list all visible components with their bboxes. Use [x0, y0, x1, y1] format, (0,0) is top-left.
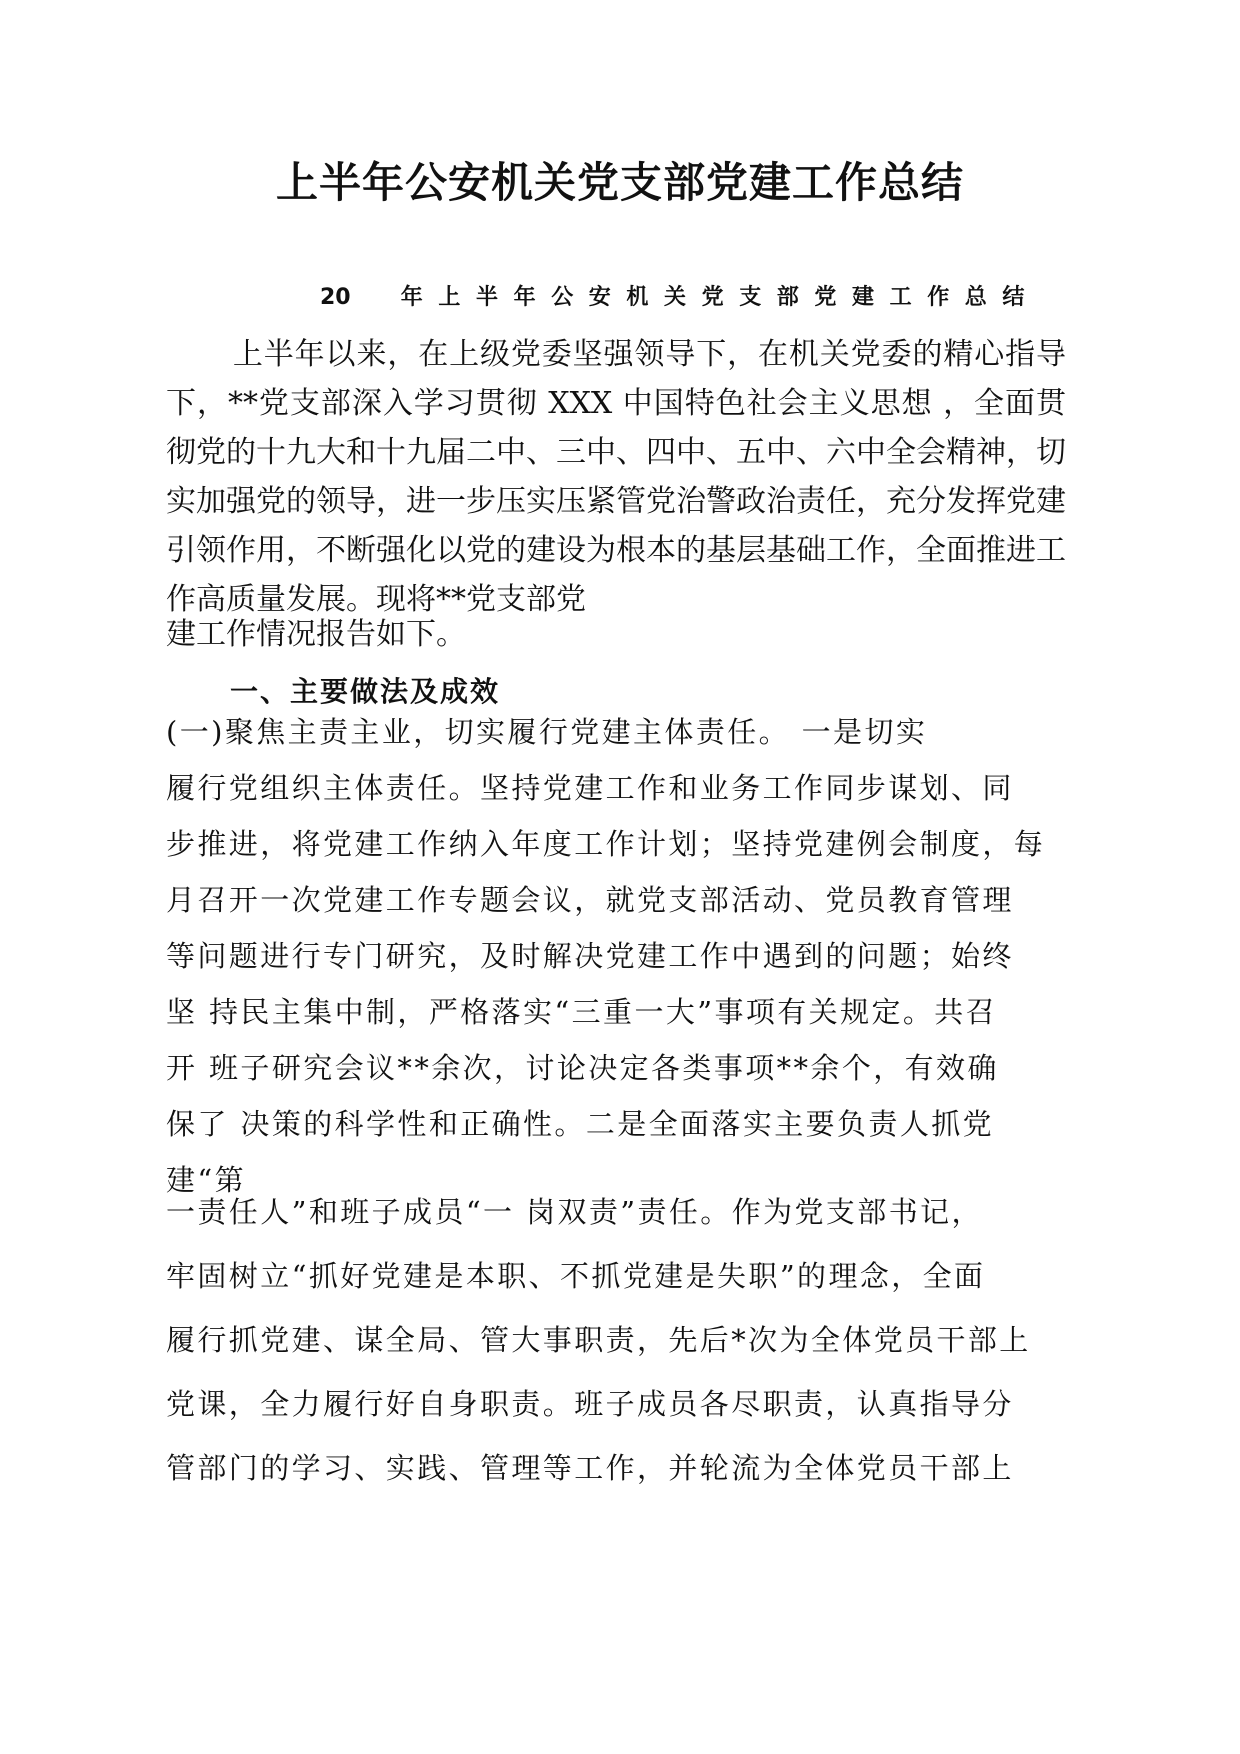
- document-subtitle: [320, 280, 1040, 311]
- intro-text: 上半年以来，在上级党委坚强领导下，在机关党委的精心指导下，**党支部深入学习贯彻 XXX 中国特色社会主义思想 ，全面贯彻党的十九大和十九届二中、三中、四中、五中、六中全会精神，切实加强党的领导，进一步压实压紧管党治警政治责任，充分发挥党建引领作用，不断强化以党的建设为根本的基层基础工作，全面推进工作高质量发展。现将**党支部党: [166, 337, 1066, 617]
- intro-paragraph: [166, 330, 1066, 624]
- intro-paragraph-tail: 建工作情况报告如下。: [166, 617, 466, 652]
- text-line: 管部门的学习、实践、管理等工作，并轮流为全体党员干部上: [166, 1451, 1014, 1485]
- text-line: 履行抓党建、谋全局、管大事职责，先后*次为全体党员干部上: [166, 1323, 1031, 1357]
- text-line: 月召开一次党建工作专题会议，就党支部活动、党员教育管理: [166, 883, 1014, 917]
- text-line: 坚 持民主集中制，严格落实“三重一大”事项有关规定。共召: [166, 995, 998, 1029]
- document-title: 上半年公安机关党支部党建工作总结: [275, 158, 964, 207]
- subtitle-year: 20: [320, 285, 351, 310]
- subtitle-text: 年上半年公安机关党支部党建工作总结: [400, 285, 1040, 310]
- section-1-paragraph-2: [166, 1180, 1086, 1500]
- text-line: 履行党组织主体责任。坚持党建工作和业务工作同步谋划、同: [166, 771, 1014, 805]
- text-line: 保了 决策的科学性和正确性。二是全面落实主要负责人抓党: [166, 1107, 995, 1141]
- section-1-paragraph-1: [166, 704, 1086, 1208]
- text-line: 开 班子研究会议**余次，讨论决定各类事项**余个，有效确: [166, 1051, 999, 1085]
- text-line: 等问题进行专门研究，及时解决党建工作中遇到的问题；始终: [166, 939, 1014, 973]
- text-line: 建“第: [166, 1163, 247, 1197]
- text-line: (一)聚焦主责主业，切实履行党建主体责任。 一是切实: [166, 715, 928, 749]
- text-line: 一责任人”和班子成员“一 岗双责”责任。作为党支部书记，: [166, 1195, 983, 1229]
- text-line: 步推进，将党建工作纳入年度工作计划；坚持党建例会制度，每: [166, 827, 1046, 861]
- text-line: 党课，全力履行好自身职责。班子成员各尽职责，认真指导分: [166, 1387, 1014, 1421]
- text-line: 牢固树立“抓好党建是本职、不抓党建是失职”的理念，全面: [166, 1259, 986, 1293]
- section-heading-1: 一、主要做法及成效: [230, 675, 501, 708]
